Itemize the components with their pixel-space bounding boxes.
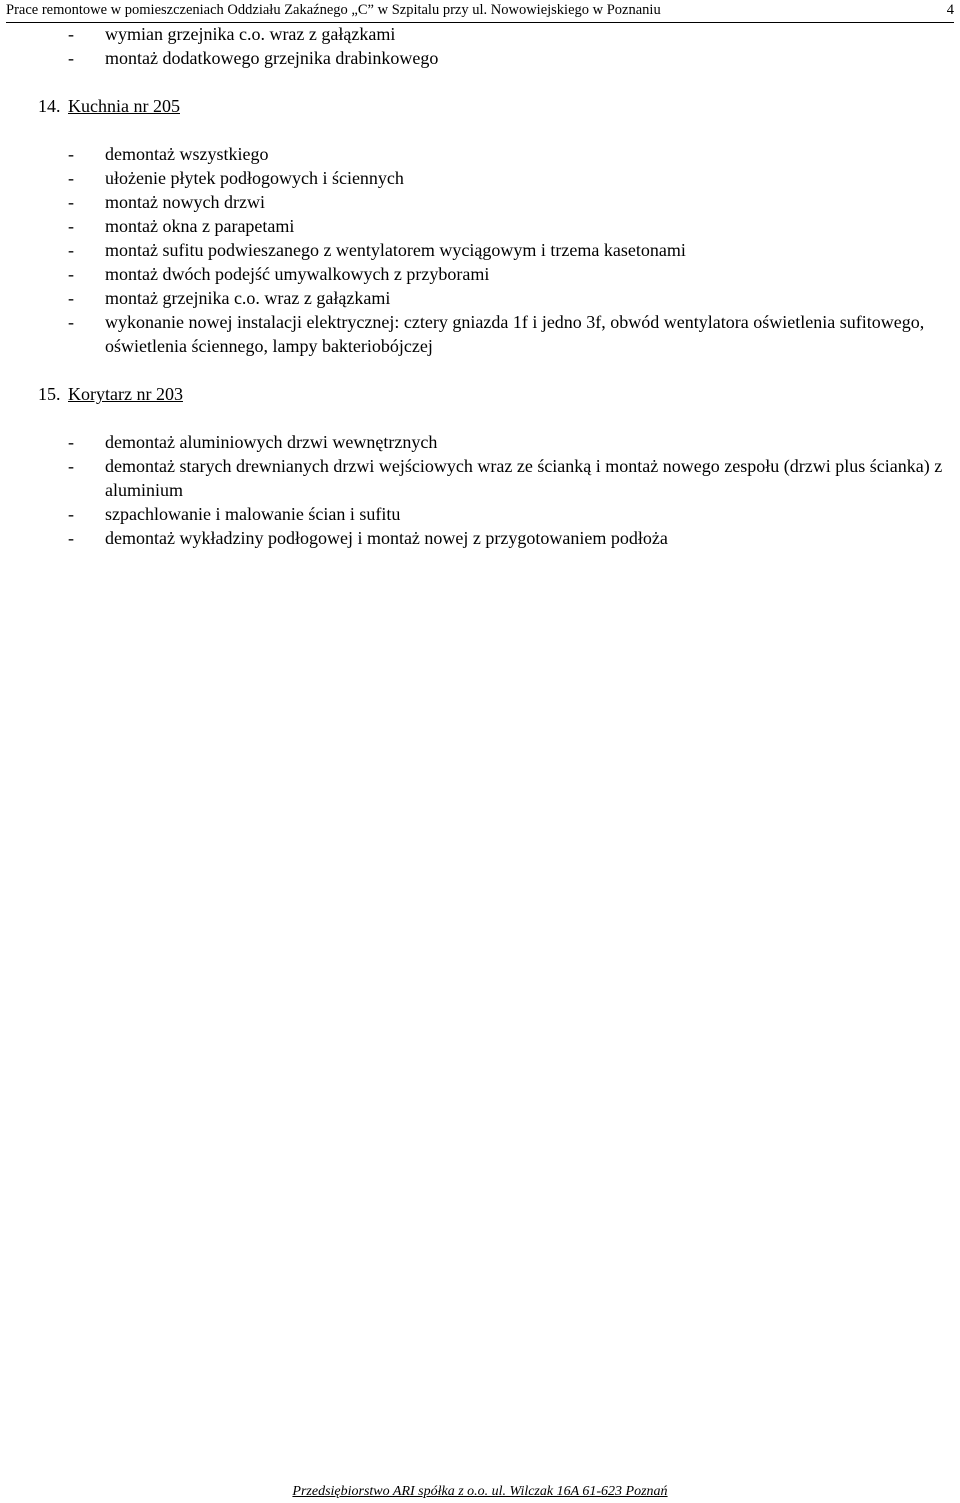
- list-item: [0, 190, 960, 214]
- list-dash: -: [68, 24, 74, 44]
- list-item-text: montaż nowych drzwi: [105, 192, 265, 212]
- section-number: 14.: [38, 96, 61, 116]
- list-item-text: demontaż wszystkiego: [105, 144, 269, 164]
- list-item-text: montaż sufitu podwieszanego z wentylatorem wyciągowym i trzema kasetonami: [105, 240, 686, 260]
- footer-text: Przedsiębiorstwo ARI spółka z o.o. ul. Wilczak 16A 61-623 Poznań: [292, 1484, 668, 1499]
- page-header: [6, 0, 954, 23]
- list-item-text: montaż dwóch podejść umywalkowych z przyborami: [105, 264, 490, 284]
- list-item: [0, 310, 960, 358]
- page-footer: [0, 1483, 960, 1501]
- list-item: [0, 46, 960, 70]
- list-item: [0, 286, 960, 310]
- list-item-text: demontaż aluminiowych drzwi wewnętrznych: [105, 432, 438, 452]
- list-item-text: demontaż wykładziny podłogowej i montaż nowej z przygotowaniem podłoża: [105, 528, 668, 548]
- list-dash: -: [68, 48, 74, 68]
- list-item-text: montaż okna z parapetami: [105, 216, 295, 236]
- list-item-text: demontaż starych drewnianych drzwi wejściowych wraz ze ścianką i montaż nowego zespołu (drzwi plus ścianka) z aluminium: [105, 456, 943, 500]
- list-item: [0, 214, 960, 238]
- spacer: [0, 70, 960, 94]
- list-item-text: wykonanie nowej instalacji elektrycznej: cztery gniazda 1f i jedno 3f, obwód wentylatora oświetlenia sufitowego, oświetlenia ściennego, lampy bakteriobójczej: [105, 312, 925, 356]
- list-dash: -: [68, 264, 74, 284]
- page-number: 4: [946, 2, 954, 18]
- list-item: [0, 142, 960, 166]
- list-item: [0, 454, 960, 502]
- section-heading: [0, 382, 960, 406]
- list-item-text: ułożenie płytek podłogowych i ściennych: [105, 168, 404, 188]
- section-heading: [0, 94, 960, 118]
- list-dash: -: [68, 504, 74, 524]
- list-item: [0, 22, 960, 46]
- list-item-text: wymian grzejnika c.o. wraz z gałązkami: [105, 24, 396, 44]
- list-dash: -: [68, 168, 74, 188]
- section-title: Korytarz nr 203: [68, 384, 183, 404]
- list-item: [0, 526, 960, 550]
- list-dash: -: [68, 312, 74, 332]
- list-item: [0, 430, 960, 454]
- list-dash: -: [68, 192, 74, 212]
- list-dash: -: [68, 528, 74, 548]
- spacer: [0, 118, 960, 142]
- spacer: [0, 406, 960, 430]
- list-item: [0, 502, 960, 526]
- list-dash: -: [68, 144, 74, 164]
- list-dash: -: [68, 216, 74, 236]
- list-dash: -: [68, 240, 74, 260]
- list-item-text: montaż grzejnika c.o. wraz z gałązkami: [105, 288, 391, 308]
- list-dash: -: [68, 456, 74, 476]
- list-item: [0, 166, 960, 190]
- header-title: Prace remontowe w pomieszczeniach Oddziału Zakaźnego „C” w Szpitalu przy ul. Nowowiejskiego w Poznaniu: [6, 2, 661, 18]
- list-item: [0, 262, 960, 286]
- list-item-text: szpachlowanie i malowanie ścian i sufitu: [105, 504, 401, 524]
- list-item-text: montaż dodatkowego grzejnika drabinkowego: [105, 48, 439, 68]
- section-number: 15.: [38, 384, 61, 404]
- list-item: [0, 238, 960, 262]
- spacer: [0, 358, 960, 382]
- list-dash: -: [68, 432, 74, 452]
- section-title: Kuchnia nr 205: [68, 96, 180, 116]
- document-body: [0, 22, 960, 550]
- list-dash: -: [68, 288, 74, 308]
